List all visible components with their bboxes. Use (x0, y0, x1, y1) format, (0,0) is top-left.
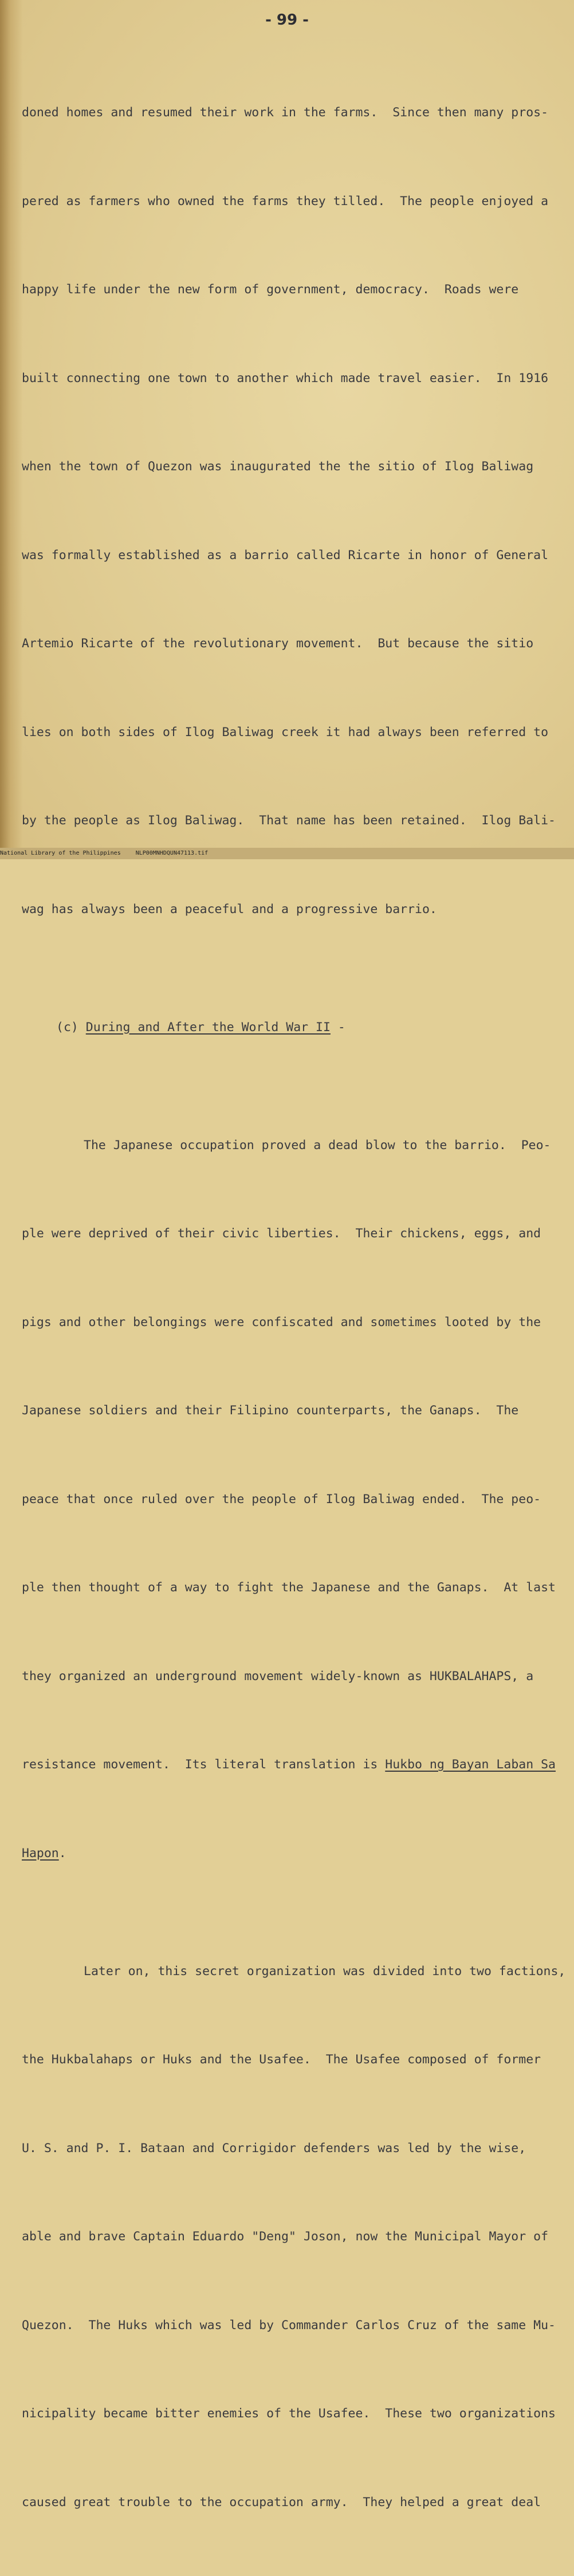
paragraph-2-line: peace that once ruled over the people of Ilog Baliwag ended. The peo- (22, 1492, 541, 1507)
paragraph-2-line: pigs and other belongings were confiscated and sometimes looted by the (22, 1315, 541, 1330)
paragraph-3-line: nicipality became bitter enemies of the Usafee. These two organizations (22, 2406, 556, 2421)
page-number: - 99 - (265, 11, 309, 29)
section-heading (22, 1013, 560, 1043)
scan-footer (0, 848, 574, 859)
paragraph-3-line: able and brave Captain Eduardo "Deng" Joson, now the Municipal Mayor of (22, 2229, 549, 2244)
paragraph-1-line: happy life under the new form of government, democracy. Roads were (22, 282, 519, 297)
translation-phrase: Hukbo ng Bayan Laban Sa (385, 1757, 556, 1772)
translation-lead: resistance movement. Its literal translation is (22, 1757, 386, 1772)
paragraph-1-line: Artemio Ricarte of the revolutionary movement. But because the sitio (22, 636, 534, 651)
body-text (22, 39, 566, 2576)
translation-period: . (58, 1846, 66, 1861)
paragraph-1-line: doned homes and resumed their work in the farms. Since then many pros- (22, 105, 549, 120)
paragraph-2-line: Japanese soldiers and their Filipino counterparts, the Ganaps. The (22, 1403, 519, 1418)
paragraph-2-line: they organized an underground movement widely-known as HUKBALAHAPS, a (22, 1669, 534, 1684)
translation-line (22, 1750, 560, 1780)
paragraph-3-line: Later on, this secret organization was divided into two factions, (84, 1964, 566, 1979)
paragraph-3-line: Quezon. The Huks which was led by Commander Carlos Cruz of the same Mu- (22, 2318, 556, 2333)
paragraph-1-line: pered as farmers who owned the farms they tilled. The people enjoyed a (22, 194, 549, 209)
paragraph-1-line: was formally established as a barrio called Ricarte in honor of General (22, 548, 549, 563)
paragraph-2-line: ple were deprived of their civic liberties. Their chickens, eggs, and (22, 1226, 541, 1241)
paragraph-1-line: wag has always been a peaceful and a progressive barrio. (22, 902, 437, 917)
translation-phrase-end: Hapon (22, 1846, 59, 1861)
paragraph-2-line: The Japanese occupation proved a dead blow to the barrio. Peo- (84, 1138, 551, 1153)
paragraph-1-line: when the town of Quezon was inaugurated the the sitio of Ilog Baliwag (22, 459, 534, 474)
section-heading-suffix: - (330, 1020, 345, 1035)
paragraph-1-line: built connecting one town to another which made travel easier. In 1916 (22, 371, 549, 386)
paragraph-3-line: the Hukbalahaps or Huks and the Usafee. The Usafee composed of former (22, 2052, 541, 2067)
paragraph-3-line: caused great trouble to the occupation army. They helped a great deal (22, 2495, 541, 2510)
translation-line-end (22, 1839, 560, 1869)
footer-library: National Library of the Philippines (0, 850, 121, 856)
paragraph-3-line: U. S. and P. I. Bataan and Corrigidor defenders was led by the wise, (22, 2141, 526, 2156)
footer-filename: NLP00MNHDQUN47113.tif (135, 850, 209, 856)
paragraph-2-line: ple then thought of a way to fight the Japanese and the Ganaps. At last (22, 1580, 556, 1595)
paragraph-1-line: lies on both sides of Ilog Baliwag creek it had always been referred to (22, 725, 549, 740)
section-heading-title: During and After the World War II (85, 1020, 331, 1035)
section-heading-prefix: (c) (56, 1020, 86, 1035)
paragraph-1-line: by the people as Ilog Baliwag. That name has been retained. Ilog Bali- (22, 813, 556, 828)
